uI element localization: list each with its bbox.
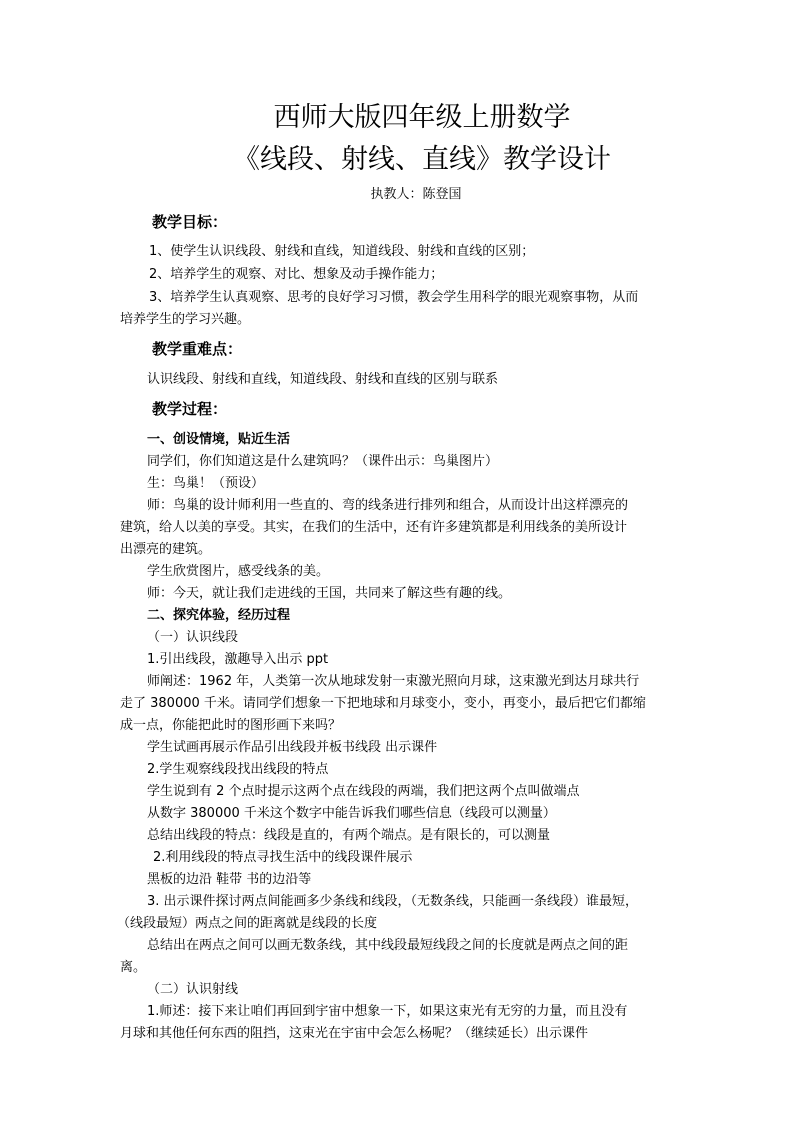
section-heading: 一、创设情境，贴近生活 bbox=[147, 432, 291, 447]
body-line: 学生试画再展示作品引出线段并板书线段 出示课件 bbox=[147, 740, 438, 755]
goal-item: 培养学生的学习兴趣。 bbox=[120, 312, 251, 327]
body-line: 月球和其他任何东西的阻挡，这束光在宇宙中会怎么杨呢？（继续延长）出示课件 bbox=[120, 1026, 589, 1041]
goals-heading: 教学目标： bbox=[152, 213, 228, 231]
body-line: 生：鸟巢！（预设） bbox=[147, 476, 265, 491]
body-line: 学生欣赏图片，感受线条的美。 bbox=[147, 564, 330, 579]
body-line: 总结出在两点之间可以画无数条线，其中线段最短线段之间的长度就是两点之间的距 bbox=[147, 938, 629, 953]
body-line: 2.利用线段的特点寻找生活中的线段课件展示 bbox=[153, 850, 413, 865]
body-line: 从数字 380000 千米这个数字中能告诉我们哪些信息（线段可以测量） bbox=[147, 806, 556, 821]
keypoints-heading: 教学重难点： bbox=[152, 340, 243, 358]
goal-item: 1、使学生认识线段、射线和直线，知道线段、射线和直线的区别； bbox=[149, 244, 535, 259]
body-line: 成一点，你能把此时的图形画下来吗？ bbox=[120, 718, 342, 733]
body-line: 2.学生观察线段找出线段的特点 bbox=[147, 762, 329, 777]
body-line: 黑板的边沿 鞋带 书的边沿等 bbox=[147, 872, 312, 887]
body-line: 1.引出线段，激趣导入出示 ppt bbox=[147, 652, 329, 667]
goal-item: 3、培养学生认真观察、思考的良好学习习惯，教会学生用科学的眼光观察事物，从而 bbox=[149, 290, 639, 305]
body-line: 师：鸟巢的设计师利用一些直的、弯的线条进行排列和组合，从而设计出这样漂亮的 bbox=[147, 498, 629, 513]
body-line: 师：今天，就让我们走进线的王国，共同来了解这些有趣的线。 bbox=[147, 586, 512, 601]
body-line: 出漂亮的建筑。 bbox=[120, 542, 212, 557]
body-line: （线段最短）两点之间的距离就是线段的长度 bbox=[117, 916, 378, 931]
body-line: 离。 bbox=[120, 960, 147, 975]
body-line: 1.师述：接下来让咱们再回到宇宙中想象一下，如果这束光有无穷的力量，而且没有 bbox=[147, 1004, 628, 1019]
body-line: 学生说到有 2 个点时提示这两个点在线段的两端，我们把这两个点叫做端点 bbox=[147, 784, 580, 799]
body-line: 师阐述：1962 年，人类第一次从地球发射一束激光照向月球，这束激光到达月球共行 bbox=[147, 674, 640, 689]
body-line: 同学们，你们知道这是什么建筑吗？（课件出示：鸟巢图片） bbox=[147, 454, 499, 469]
document-title: 西师大版四年级上册数学 bbox=[273, 102, 571, 133]
body-line: 总结出线段的特点：线段是直的，有两个端点。是有限长的，可以测量 bbox=[147, 828, 551, 843]
section-heading: 二、探究体验，经历过程 bbox=[147, 608, 291, 623]
author-line: 执教人：陈登国 bbox=[370, 187, 462, 202]
subsection-heading: （一）认识线段 bbox=[147, 630, 239, 645]
goal-item: 2、培养学生的观察、对比、想象及动手操作能力； bbox=[149, 267, 444, 282]
body-line: 走了 380000 千米。请同学们想象一下把地球和月球变小，变小，再变小，最后把它们都缩 bbox=[120, 696, 646, 711]
subsection-heading: （二）认识射线 bbox=[147, 982, 239, 997]
document-subtitle: 《线段、射线、直线》教学设计 bbox=[233, 144, 611, 175]
process-heading: 教学过程： bbox=[152, 400, 228, 418]
keypoints-text: 认识线段、射线和直线，知道线段、射线和直线的区别与联系 bbox=[147, 372, 499, 387]
body-line: 3. 出示课件探讨两点间能画多少条线和线段，（无数条线，只能画一条线段）谁最短， bbox=[147, 894, 639, 909]
body-line: 建筑，给人以美的享受。其实，在我们的生活中，还有许多建筑都是利用线条的美所设计 bbox=[120, 520, 628, 535]
